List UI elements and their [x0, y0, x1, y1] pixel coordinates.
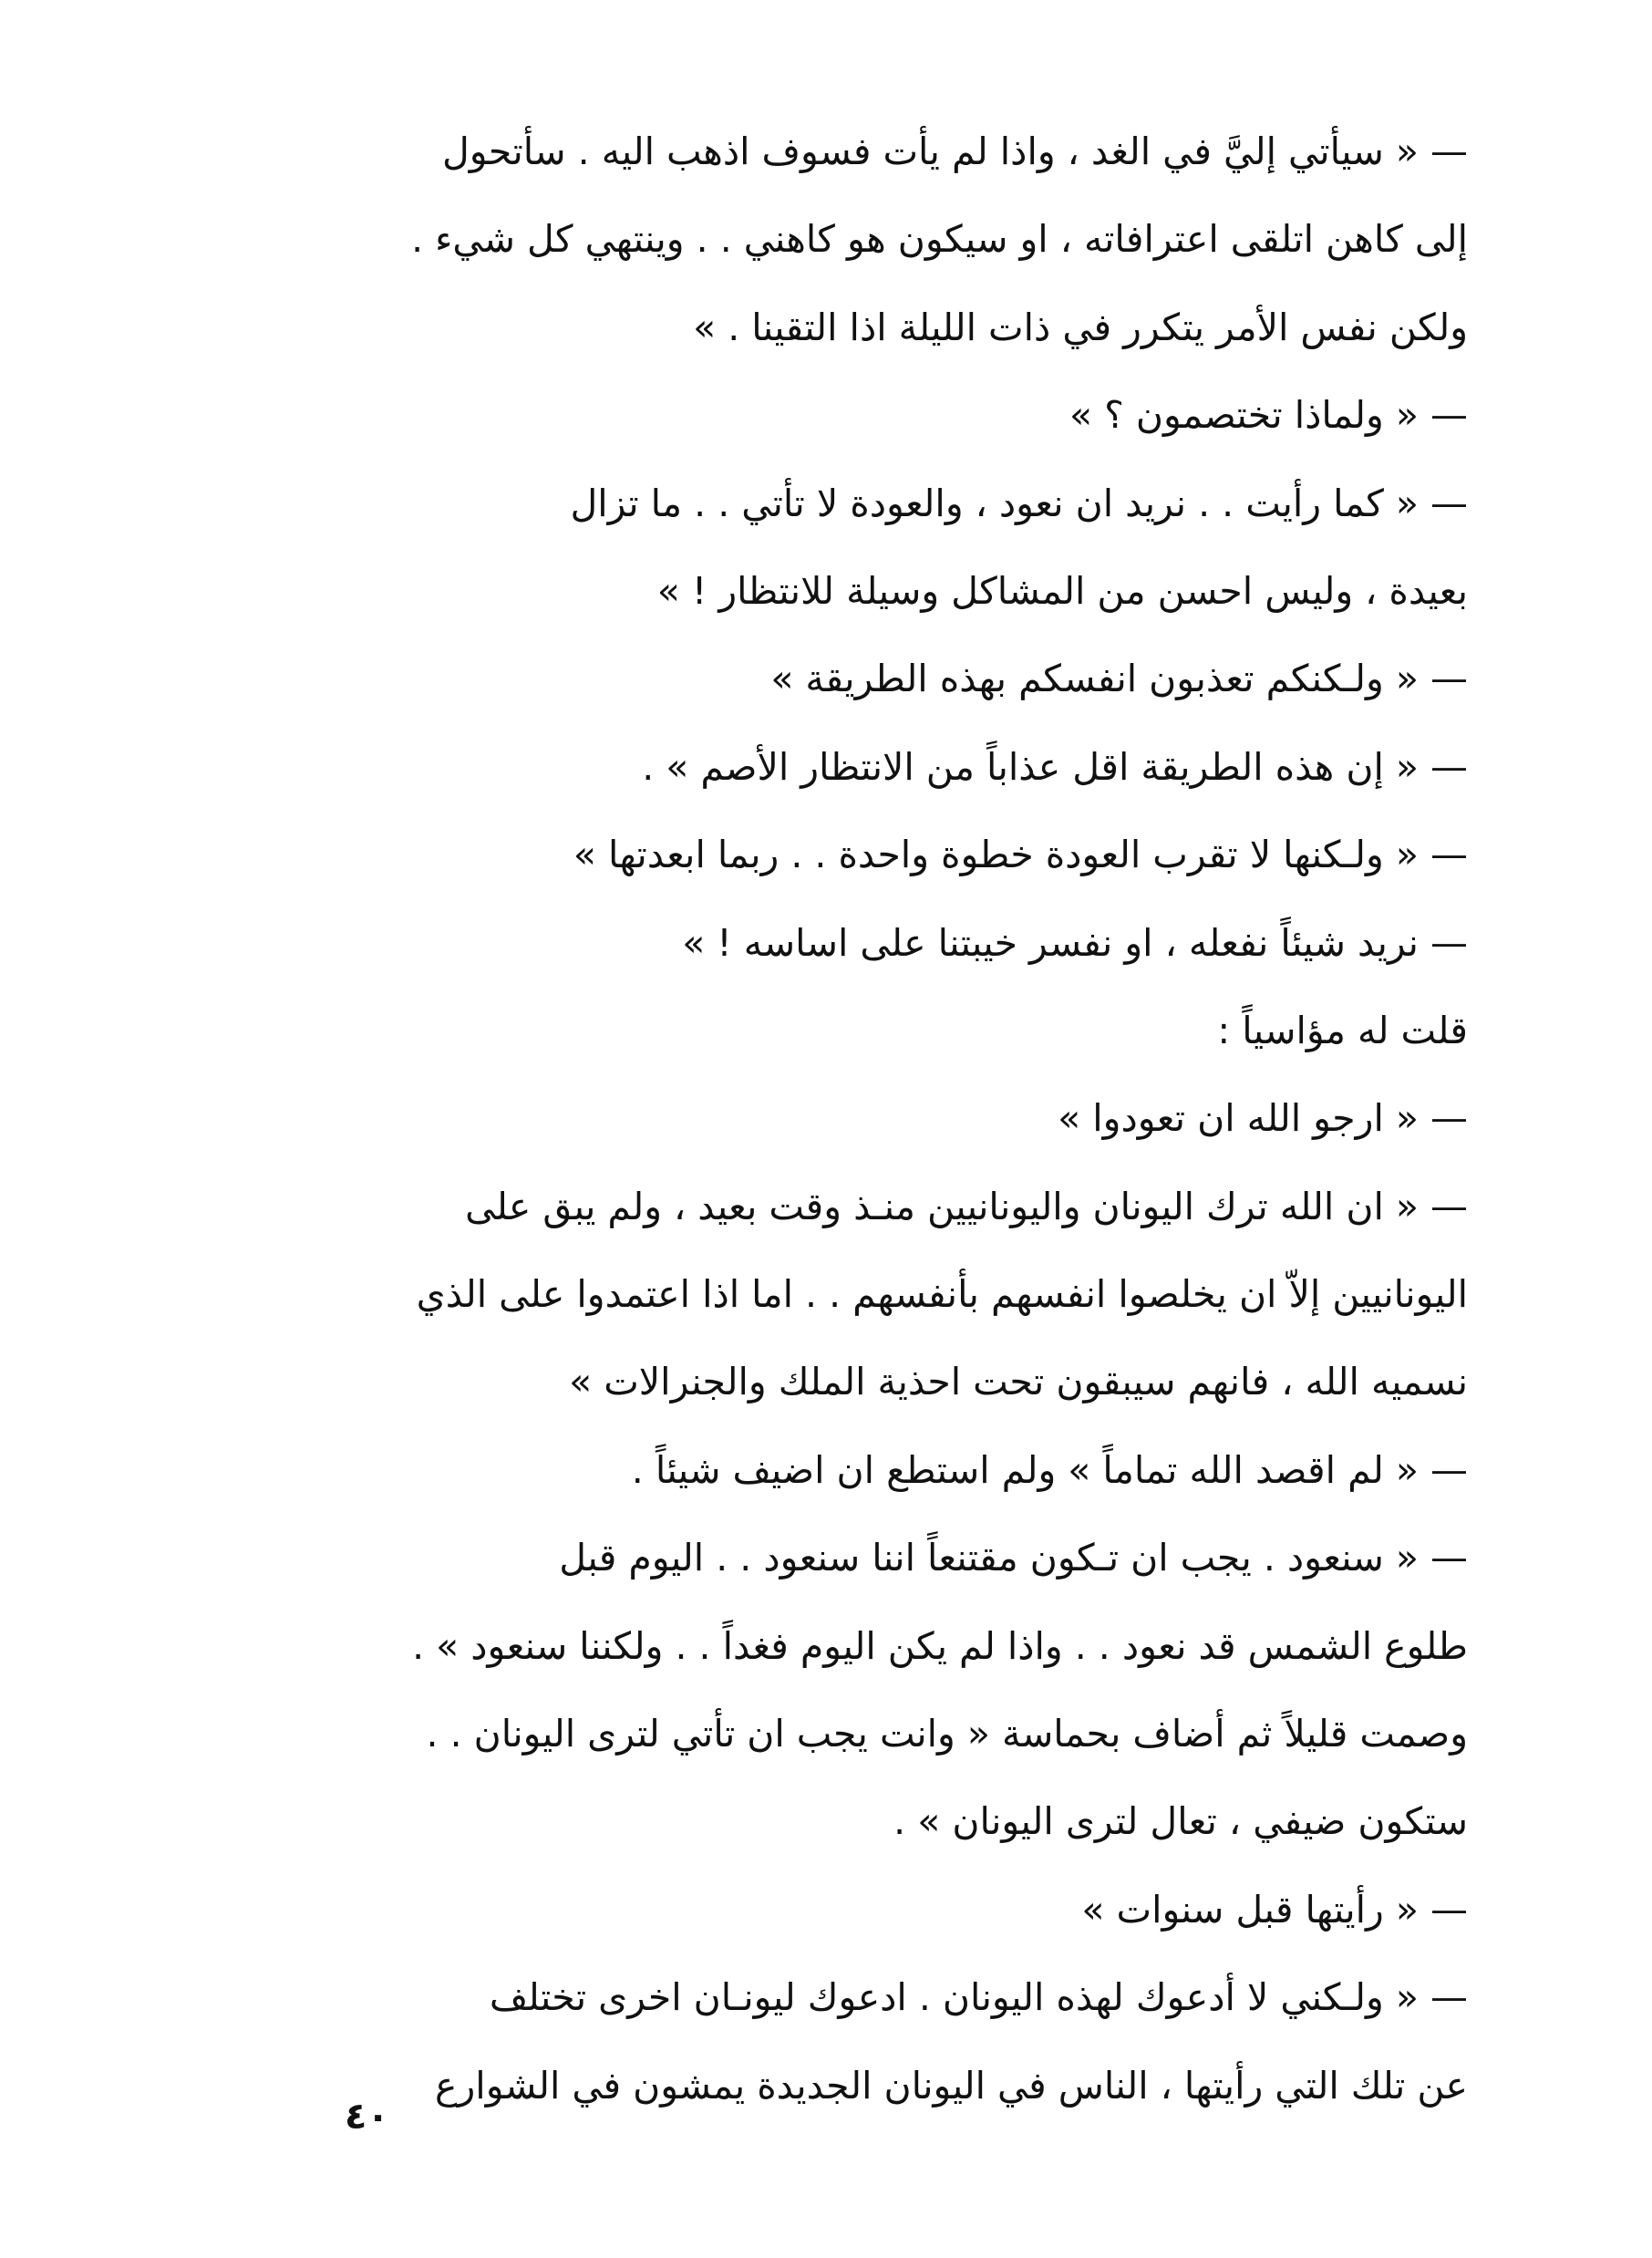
text-line: وصمت قليلاً ثم أضاف بحماسة « وانت يجب ان تأتي لترى اليونان . .	[426, 1712, 1468, 1756]
text-line: — « سنعود . يجب ان تـكون مقتنعاً اننا سنعود . . اليوم قبل	[559, 1536, 1468, 1580]
text-line: — « ولـكني لا أدعوك لهذه اليونان . ادعوك ليونـان اخرى تختلف	[489, 1975, 1468, 2020]
text-line: قلت له مؤاسياً :	[1217, 1008, 1468, 1052]
text-line: — « ارجو الله ان تعودوا »	[1058, 1096, 1468, 1141]
text-line: — نريد شيئاً نفعله ، او نفسر خيبتنا على اساسه ! »	[682, 920, 1468, 965]
body-text	[205, 108, 1468, 2129]
text-line: بعيدة ، وليس احسن من المشاكل وسيلة للانتظار ! »	[656, 568, 1468, 613]
text-line: إلى كاهن اتلقى اعترافاته ، او سيكون هو كاهني . . وينتهي كل شيء .	[411, 217, 1468, 262]
text-line: طلوع الشمس قد نعود . . واذا لم يكن اليوم فغداً . . ولكننا سنعود » .	[412, 1623, 1468, 1668]
text-line: عن تلك التي رأيتها ، الناس في اليونان الجديدة يمشون في الشوارع	[435, 2063, 1468, 2108]
text-line: — « ولماذا تختصمون ؟ »	[1069, 393, 1468, 438]
text-line: — « سيأتي إليَّ في الغد ، واذا لم يأت فسوف اذهب اليه . سأتحول	[441, 129, 1468, 173]
text-line: نسميه الله ، فانهم سيبقون تحت احذية الملك والجنرالات »	[569, 1360, 1468, 1404]
text-line: اليونانيين إلاّ ان يخلصوا انفسهم بأنفسهم . . اما اذا اعتمدوا على الذي	[416, 1272, 1468, 1317]
text-line: — « رأيتها قبل سنوات »	[1081, 1887, 1468, 1932]
text-line: — « ولـكنها لا تقرب العودة خطوة واحدة . . ربما ابعدتها »	[573, 833, 1468, 877]
text-line: — « إن هذه الطريقة اقل عذاباً من الانتظار الأصم » .	[642, 744, 1468, 789]
text-line: — « كما رأيت . . نريد ان نعود ، والعودة لا تأتي . . ما تزال	[570, 481, 1468, 525]
text-line: — « لم اقصد الله تماماً » ولم استطع ان اضيف شيئاً .	[631, 1447, 1468, 1492]
text-line: ولكن نفس الأمر يتكرر في ذات الليلة اذا التقينا . »	[693, 305, 1468, 349]
page-number: ٤٠	[345, 2096, 389, 2138]
text-line: — « ان الله ترك اليونان واليونانيين منـذ وقت بعيد ، ولم يبق على	[465, 1184, 1468, 1228]
text-line: ستكون ضيفي ، تعال لترى اليونان » .	[893, 1799, 1468, 1844]
text-line: — « ولـكنكم تعذبون انفسكم بهذه الطريقة »	[770, 657, 1468, 701]
